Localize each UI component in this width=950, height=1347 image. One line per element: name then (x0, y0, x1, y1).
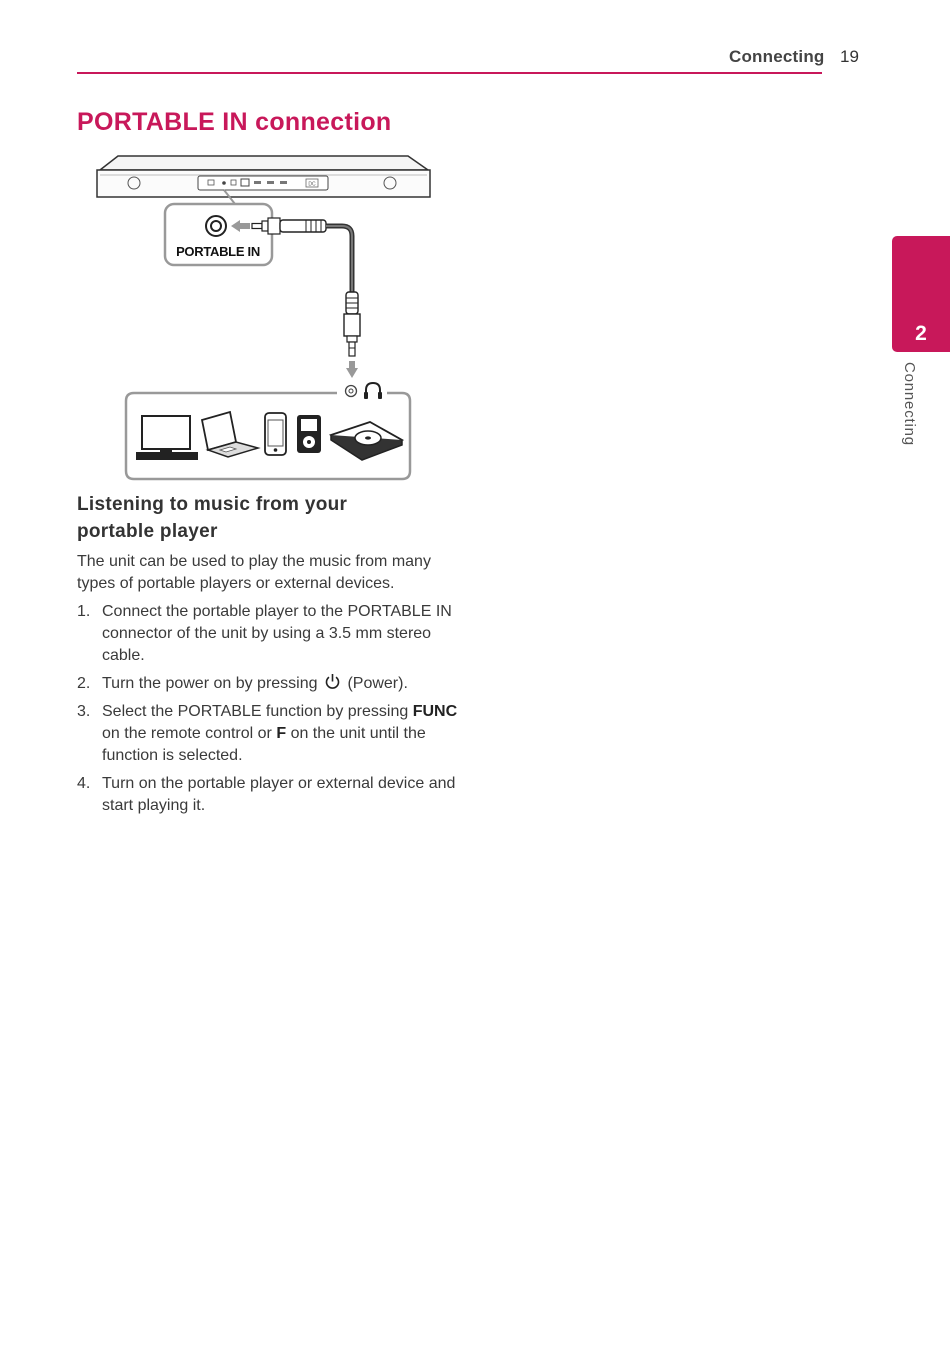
chapter-tab (892, 236, 950, 352)
step-text-b: on the remote control or (102, 725, 272, 742)
page-number: 19 (840, 47, 859, 66)
headphone-icon (364, 383, 382, 399)
step-number: 2. (77, 675, 91, 692)
step-number: 3. (77, 703, 91, 720)
instruction-steps (77, 601, 462, 823)
tv-icon (136, 416, 198, 460)
intro-paragraph: The unit can be used to play the music from many types of portable players or external devices. (77, 553, 431, 592)
step-item (77, 601, 462, 667)
step-text-after: (Power). (347, 675, 408, 692)
audio-jack-icon (206, 216, 226, 236)
external-devices-box (126, 383, 410, 479)
step-number: 1. (77, 603, 91, 620)
header-section-title: Connecting (729, 47, 825, 66)
section-heading-line2: portable player (77, 521, 218, 542)
chapter-label: Connecting (901, 362, 918, 446)
soundbar-unit (97, 156, 430, 197)
f-key-label: F (276, 725, 287, 742)
section-heading (77, 491, 457, 545)
section-heading-line1: Listening to music from your (77, 494, 348, 515)
portable-in-connection-diagram (90, 150, 440, 485)
page-title: PORTABLE IN connection (77, 108, 392, 136)
func-key-label: FUNC (412, 703, 458, 720)
jack-label: PORTABLE IN (176, 244, 260, 259)
step-item (77, 773, 462, 817)
portable-player-icon (297, 415, 321, 453)
step-item (77, 673, 462, 695)
phone-icon (265, 413, 286, 455)
step-text: Turn on the portable player or external device and start playing it. (102, 775, 456, 814)
step-number: 4. (77, 775, 91, 792)
step-text: Connect the portable player to the PORTABLE IN connector of the unit by using a 3.5 mm stereo cable. (102, 603, 452, 664)
laptop-icon (202, 412, 258, 457)
power-icon (324, 673, 341, 690)
step-item (77, 701, 462, 767)
step-text-a: Select the PORTABLE function by pressing (102, 703, 409, 720)
step-text-c: on the unit until the function is selected. (102, 725, 426, 764)
step-text-before: Turn the power on by pressing (102, 675, 318, 692)
cd-player-icon (331, 422, 402, 460)
front-panel-label: DC (308, 181, 316, 188)
chapter-number: 2 (915, 322, 927, 345)
header-divider (77, 72, 822, 74)
